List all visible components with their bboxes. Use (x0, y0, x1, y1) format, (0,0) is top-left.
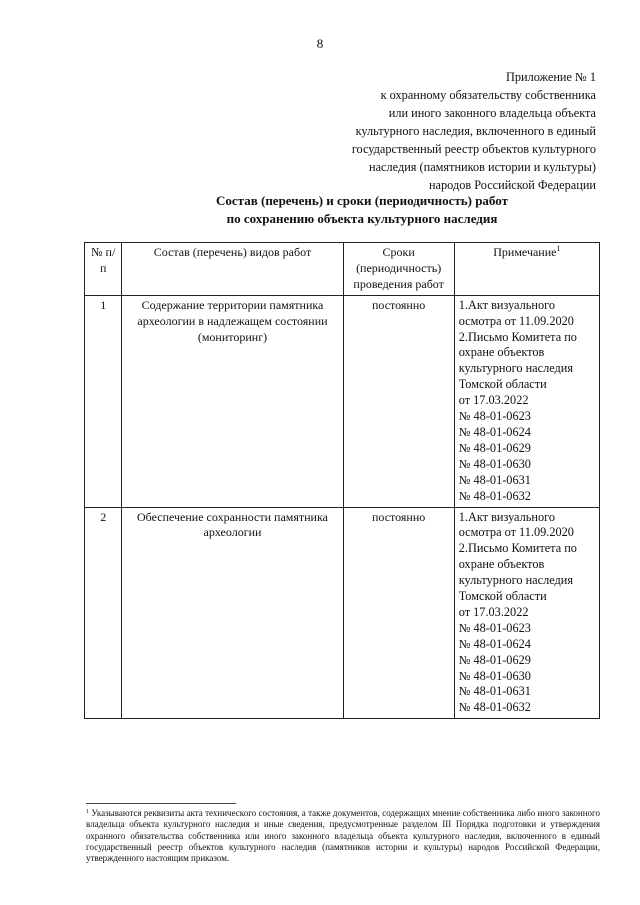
appendix-line: Приложение № 1 (505, 70, 596, 84)
row-terms: постоянно (343, 507, 454, 719)
table-header-row (85, 243, 600, 296)
header-num: № п/п (85, 243, 122, 296)
appendix-line: или иного законного владельца объекта (388, 106, 596, 120)
header-note (454, 243, 599, 296)
row-num: 1 (85, 295, 122, 507)
note-line: культурного наследия (458, 573, 574, 588)
note-line: от 17.03.2022 (458, 604, 529, 619)
note-line: № 48-01-0623 (458, 409, 531, 424)
footnote-ref: 1 (556, 244, 561, 253)
page-number: 8 (316, 36, 324, 51)
appendix-line: наследия (памятников истории и культуры) (369, 160, 596, 174)
row-works: Содержание территории памятника археологии в надлежащем состоянии (мониторинг) (122, 295, 343, 507)
note-line: Томской области (458, 377, 547, 392)
note-line: 1.Акт визуального (458, 297, 555, 312)
header-works: Состав (перечень) видов работ (122, 243, 343, 296)
note-line: № 48-01-0630 (458, 668, 531, 683)
note-line: охране объектов (458, 345, 545, 360)
footnote-marker: 1 (86, 809, 89, 815)
appendix-line: государственный реестр объектов культурного (351, 142, 596, 156)
row-terms: постоянно (343, 295, 454, 507)
note-line: № 48-01-0632 (458, 700, 531, 715)
note-line: № 48-01-0632 (458, 488, 531, 503)
title-line-1: Состав (перечень) и сроки (периодичность) работ (216, 193, 508, 208)
note-line: № 48-01-0630 (458, 456, 531, 471)
note-line: охране объектов (458, 557, 545, 572)
note-line: № 48-01-0624 (458, 636, 531, 651)
note-line: № 48-01-0623 (458, 620, 531, 635)
footnote (86, 808, 600, 864)
row-works: Обеспечение сохранности памятника археологии (122, 507, 343, 719)
header-note-label: Примечание (493, 245, 557, 259)
note-line: № 48-01-0624 (458, 424, 531, 439)
note-line: № 48-01-0629 (458, 652, 531, 667)
appendix-line: народов Российской Федерации (428, 178, 596, 192)
note-line: № 48-01-0631 (458, 684, 531, 699)
works-table (84, 242, 600, 719)
document-title (0, 192, 640, 228)
row-num: 2 (85, 507, 122, 719)
footnote-divider (86, 803, 236, 804)
row-note (454, 507, 599, 719)
note-line: 1.Акт визуального (458, 509, 555, 524)
appendix-line: к охранному обязательству собственника (380, 88, 596, 102)
note-line: 2.Письмо Комитета по (458, 541, 577, 556)
table-row (85, 295, 600, 507)
appendix-header (276, 68, 596, 194)
note-line: осмотра от 11.09.2020 (458, 525, 574, 540)
note-line: Томской области (458, 589, 547, 604)
note-line: осмотра от 11.09.2020 (458, 313, 574, 328)
note-line: от 17.03.2022 (458, 393, 529, 408)
note-line: культурного наследия (458, 361, 574, 376)
header-terms: Сроки (периодичность) проведения работ (343, 243, 454, 296)
note-line: № 48-01-0631 (458, 472, 531, 487)
appendix-line: культурного наследия, включенного в единый (355, 124, 596, 138)
note-line: № 48-01-0629 (458, 440, 531, 455)
footnote-text: Указываются реквизиты акта технического состояния, а также документов, содержащих мнение собственника либо иного законного владельца объекта культурного наследия и иные сведения, предусмотренные разделом III Порядка подготовки и утверждения охранного обязательства собственника или иного законного владельца объекта культурного наследия, включенного в единый государственный реестр объектов культурного наследия (памятников истории и культуры) народов Российской Федерации, утвержденного настоящим приказом. (86, 808, 601, 864)
table-row (85, 507, 600, 719)
row-note (454, 295, 599, 507)
note-line: 2.Письмо Комитета по (458, 329, 577, 344)
title-line-2: по сохранению объекта культурного наследия (226, 211, 498, 226)
